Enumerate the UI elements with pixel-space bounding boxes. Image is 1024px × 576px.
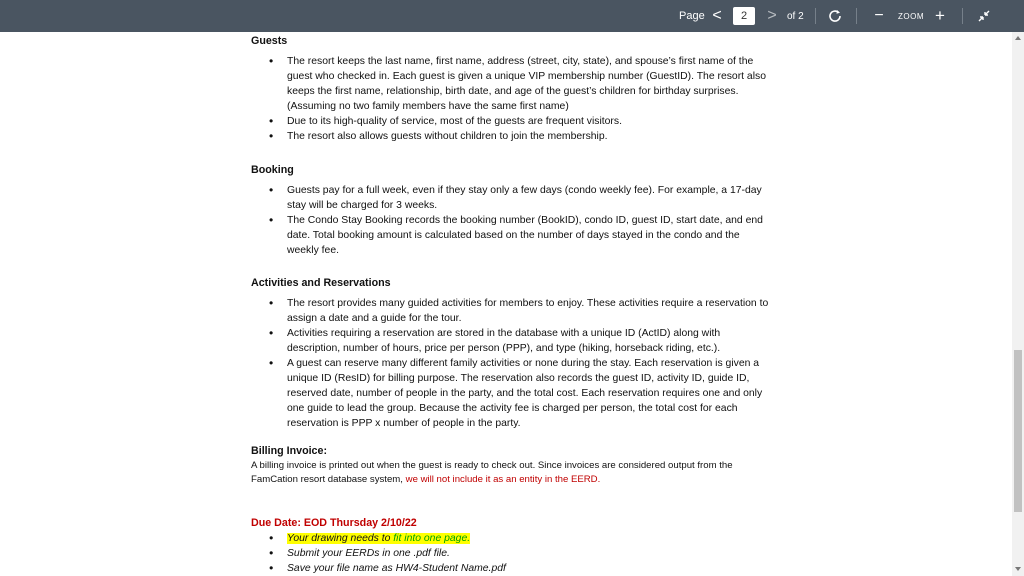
highlighted-text (287, 533, 470, 544)
list-item: • Activities requiring a reservation are stored in the database with a unique ID (ActID) along with description, number of hours, price per person (PPP), and type (hiking, horseback riding, etc.). (251, 326, 771, 356)
list-item (251, 531, 771, 546)
section-heading: Booking (251, 164, 294, 176)
section-heading: Activities and Reservations (251, 277, 391, 289)
scroll-down-arrow-icon[interactable] (1015, 567, 1021, 571)
billing-section (251, 444, 771, 487)
section-heading: Guests (251, 35, 288, 47)
booking-list (251, 183, 771, 258)
toolbar-divider (962, 8, 963, 24)
rotate-icon-graphic (828, 9, 842, 23)
list-item: • Save your file name as HW4-Student Name.pdf (251, 561, 771, 576)
guests-list (251, 54, 771, 144)
next-page-button[interactable]: > (767, 7, 777, 24)
due-list (251, 531, 771, 576)
green-text: fit into one page. (393, 533, 471, 544)
billing-paragraph (251, 459, 771, 487)
scroll-up-arrow-icon[interactable] (1015, 36, 1021, 40)
page-number-input[interactable]: 2 (733, 7, 755, 25)
page-label: Page (679, 10, 705, 22)
toolbar-divider (856, 8, 857, 24)
list-item: • Guests pay for a full week, even if they stay only a few days (condo weekly fee). For example, a 17-day stay will be charged for 3 weeks. (251, 183, 771, 213)
activities-list (251, 296, 771, 431)
list-item: • A guest can reserve many different family activities or none during the stay. Each reservation is given a unique ID (ResID) for billing purpose. The reservation also records the guest ID, activity ID, guide ID, reserved date, number of people in the party, and the total cost. Each reservation requires one and only one guide to lead the group. Because the activity fee is charged per person, the total cost for each reservation is PPP x number of people in the party. (251, 356, 771, 431)
due-date-section (251, 516, 771, 576)
pdf-toolbar (0, 0, 1024, 32)
list-item: • The Condo Stay Booking records the booking number (BookID), condo ID, guest ID, start date, and end date. Total booking amount is calculated based on the number of days stayed in the condo and the weekly fee. (251, 213, 771, 258)
previous-page-button[interactable]: < (712, 7, 722, 24)
guests-section (251, 34, 771, 144)
zoom-in-button[interactable]: + (935, 6, 945, 25)
zoom-out-button[interactable]: − (874, 7, 884, 24)
list-item: • The resort keeps the last name, first name, address (street, city, state), and spouse’s first name of the guest who checked in. Each guest is given a unique VIP membership number (GuestID). The resort also keeps the first name, relationship, birth date, and age of the guest’s children for birthday surprises. (Assuming no two family members have the same first name) (251, 54, 771, 114)
billing-note: we will not include it as an entity in the EERD. (405, 474, 601, 485)
booking-section (251, 163, 771, 258)
section-heading: Billing Invoice: (251, 445, 328, 457)
list-item: • Submit your EERDs in one .pdf file. (251, 546, 771, 561)
item-text: Your drawing needs to (287, 533, 394, 544)
billing-text: A billing invoice is printed out when the guest is ready to check out. Since invoices are considered output from the FamCation resort database system, (251, 460, 733, 485)
toolbar-divider (815, 8, 816, 24)
page-count-label: of 2 (787, 10, 804, 22)
list-item: • The resort also allows guests without children to join the membership. (251, 129, 771, 144)
scrollbar-thumb[interactable] (1014, 350, 1022, 512)
list-item: • Due to its high-quality of service, most of the guests are frequent visitors. (251, 114, 771, 129)
zoom-label: ZOOM (898, 11, 924, 21)
collapse-arrows-icon (977, 9, 991, 23)
due-date-heading: Due Date: EOD Thursday 2/10/22 (251, 517, 417, 529)
activities-section (251, 276, 771, 431)
rotate-icon[interactable] (826, 0, 844, 32)
list-item: • The resort provides many guided activities for members to enjoy. These activities require a reservation to assign a date and a guide for the tour. (251, 296, 771, 326)
fit-page-icon[interactable] (975, 0, 993, 32)
document-viewer[interactable] (0, 32, 1012, 576)
